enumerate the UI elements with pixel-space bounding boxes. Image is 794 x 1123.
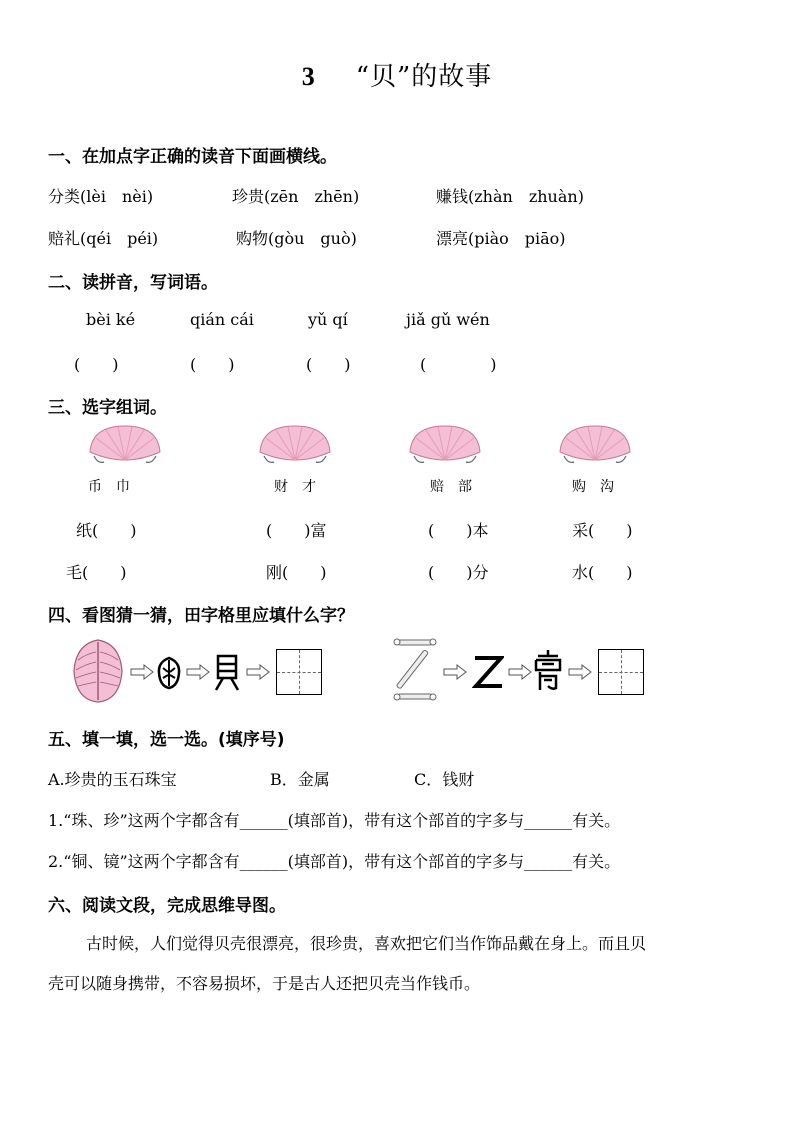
section5-heading: 五、填一填，选一选。(填序号) — [48, 730, 285, 750]
page-title — [0, 56, 794, 93]
shell-icon — [86, 422, 164, 470]
shell-icon — [406, 422, 484, 470]
pinyin-item: qián cái — [190, 310, 254, 329]
section4-heading: 四、看图猜一猜，田字格里应填什么字？ — [48, 606, 354, 626]
answer-bracket[interactable]: ( ) — [306, 355, 351, 374]
reading-paragraph-line: 古时候，人们觉得贝壳很漂亮，很珍贵，喜欢把它们当作饰品戴在身上。而且贝 — [86, 934, 647, 953]
s1-item: 赚钱(zhàn zhuàn) — [436, 187, 584, 206]
word-blank[interactable]: 纸( ) — [76, 521, 137, 540]
arrow-right-icon — [186, 664, 210, 680]
section1-heading: 一、在加点字正确的读音下面画横线。 — [48, 147, 337, 167]
word-blank[interactable]: 刚( ) — [266, 563, 327, 582]
section3-heading: 三、选字组词。 — [48, 398, 167, 418]
s1-item: 珍贵(zēn zhēn) — [232, 187, 360, 206]
reading-paragraph-line: 壳可以随身携带，不容易损坏，于是古人还把贝壳当作钱币。 — [48, 974, 481, 993]
char-pair: 购 沟 — [572, 479, 614, 495]
s1-item: 购物(gòu guò) — [236, 229, 357, 248]
lesson-title: “贝”的故事 — [355, 62, 493, 92]
tianzige-grid[interactable] — [598, 649, 644, 695]
char-pair: 币 巾 — [88, 479, 130, 495]
arrow-right-icon — [508, 664, 532, 680]
char-pair: 财 才 — [274, 479, 316, 495]
s1-item: 漂亮(piào piāo) — [436, 229, 566, 248]
arrow-right-icon — [130, 664, 154, 680]
answer-bracket[interactable]: ( ) — [190, 355, 235, 374]
question-1[interactable]: 1.“珠、珍”这两个字都含有______(填部首)，带有这个部首的字多与______有关。 — [48, 811, 621, 830]
section2-heading: 二、读拼音，写词语。 — [48, 273, 218, 293]
bone-picture-icon — [392, 636, 438, 704]
option-b: B．金属 — [270, 770, 330, 789]
shell-picture-icon — [70, 638, 126, 704]
question-2[interactable]: 2.“铜、镜”这两个字都含有______(填部首)，带有这个部首的字多与______有关。 — [48, 852, 621, 871]
char-pair: 赔 部 — [430, 479, 472, 495]
option-c: C．钱财 — [414, 770, 475, 789]
word-blank[interactable]: ( )富 — [266, 521, 327, 540]
oracle-bone-glyph-icon — [472, 654, 504, 690]
seal-glyph-icon — [532, 648, 564, 692]
word-blank[interactable]: 采( ) — [572, 521, 633, 540]
word-blank[interactable]: 水( ) — [572, 563, 633, 582]
pinyin-item: jiǎ gǔ wén — [406, 310, 490, 329]
s1-item: 赔礼(qéi péi) — [48, 229, 159, 248]
ancient-bei-glyph-icon — [156, 656, 182, 690]
shell-icon — [256, 422, 334, 470]
arrow-right-icon — [568, 664, 592, 680]
s1-item: 分类(lèi nèi) — [48, 187, 154, 206]
seal-bei-glyph-icon — [212, 652, 242, 692]
word-blank[interactable]: ( )分 — [428, 563, 489, 582]
arrow-right-icon — [246, 664, 270, 680]
lesson-number: 3 — [301, 62, 316, 91]
word-blank[interactable]: 毛( ) — [66, 563, 127, 582]
option-a: A.珍贵的玉石珠宝 — [48, 770, 177, 789]
pinyin-item: bèi ké — [86, 310, 136, 329]
arrow-right-icon — [443, 664, 467, 680]
word-blank[interactable]: ( )本 — [428, 521, 489, 540]
shell-icon — [556, 422, 634, 470]
tianzige-grid[interactable] — [276, 649, 322, 695]
section6-heading: 六、阅读文段，完成思维导图。 — [48, 896, 286, 916]
answer-bracket[interactable]: ( ) — [74, 355, 119, 374]
answer-bracket[interactable]: ( ) — [420, 355, 497, 374]
pinyin-item: yǔ qí — [308, 310, 348, 329]
